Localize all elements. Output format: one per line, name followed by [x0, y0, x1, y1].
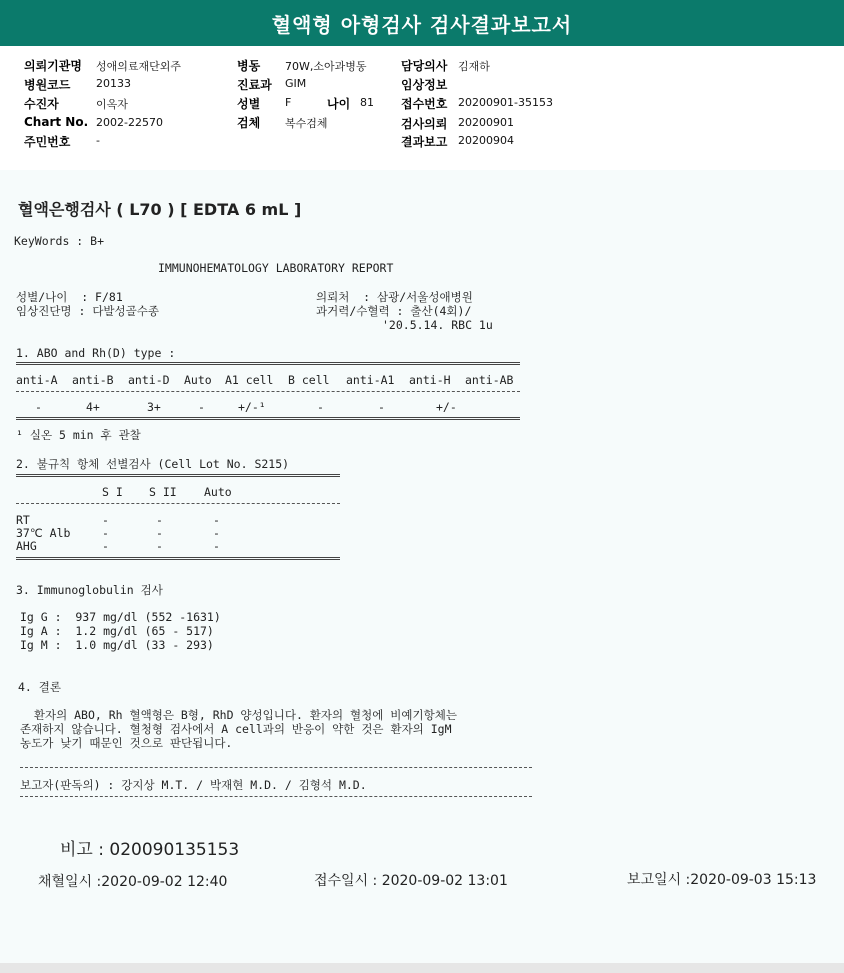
ig-g-row: Ig G : 937 mg/dl (552 -1631) — [20, 610, 221, 624]
antibody-value-cell: - — [213, 513, 220, 527]
info-value-resident-no: - — [96, 134, 100, 147]
info-label-request-date: 검사의뢰 — [401, 117, 448, 131]
antibody-value-cell: - — [156, 526, 163, 540]
abo-header-cell: anti-H — [409, 373, 451, 387]
info-value-ward: 70W,소아과병동 — [285, 60, 367, 73]
receipt-datetime: 접수일시 : 2020-09-02 13:01 — [314, 873, 508, 889]
antibody-value-cell: - — [156, 539, 163, 553]
report-title: 혈액형 아형검사 검사결과보고서 — [0, 0, 844, 46]
antibody-value-cell: - — [102, 539, 109, 553]
info-label-ward: 병동 — [237, 59, 261, 73]
info-label-hospital-code: 병원코드 — [24, 78, 71, 92]
abo-header-cell: anti-A1 — [346, 373, 395, 387]
abo-value-cell: 3+ — [147, 400, 161, 414]
antibody-value-cell: - — [102, 513, 109, 527]
abo-header-cell: Auto — [184, 373, 212, 387]
info-value-patient-name: 이옥자 — [96, 98, 128, 111]
info-value-requesting-institution: 성애의료재단외주 — [96, 60, 182, 73]
info-label-chart-no: Chart No. — [24, 115, 89, 129]
info-value-sex: F — [285, 96, 292, 109]
antibody-value-cell: - — [156, 513, 163, 527]
section-immunoglobulin-title: 3. Immunoglobulin 검사 — [16, 583, 163, 597]
info-value-chart-no: 2002-22570 — [96, 116, 163, 129]
conclusion-line: 환자의 ABO, Rh 혈액형은 B형, RhD 양성입니다. 환자의 혈청에 비예기항체는 — [20, 708, 457, 722]
divider — [16, 557, 340, 560]
info-value-report-date: 20200904 — [458, 134, 514, 147]
info-label-age: 나이 — [327, 97, 351, 111]
reporters-line: 보고자(판독의) : 강지상 M.T. / 박재현 M.D. / 김형석 M.D. — [20, 778, 367, 792]
divider — [20, 767, 532, 768]
info-value-specimen: 복수검체 — [285, 117, 328, 130]
abo-header-cell: anti-AB — [465, 373, 514, 387]
info-label-clinical-info: 임상정보 — [401, 78, 448, 92]
report-datetime: 보고일시 :2020-09-03 15:13 — [627, 872, 817, 888]
patient-sex-age: 성별/나이 : F/81 — [16, 290, 123, 304]
conclusion-line: 존재하지 않습니다. 혈청형 검사에서 A cell과의 반응이 약한 것은 환자의 IgM — [20, 722, 452, 736]
info-label-sex: 성별 — [237, 97, 261, 111]
lab-report-document — [0, 170, 844, 963]
info-label-patient-name: 수진자 — [24, 97, 59, 111]
abo-header-cell: anti-A — [16, 373, 58, 387]
patient-history-cont: '20.5.14. RBC 1u — [382, 318, 493, 332]
patient-diagnosis: 임상진단명 : 다발성골수종 — [16, 304, 159, 318]
section-conclusion-title: 4. 결론 — [18, 680, 61, 694]
report-section-header: 혈액은행검사 ( L70 ) [ EDTA 6 mL ] — [18, 200, 302, 219]
antibody-header-cell: S II — [149, 485, 177, 499]
antibody-row-label: RT — [16, 513, 30, 527]
abo-header-cell: A1 cell — [225, 373, 274, 387]
info-label-requesting-institution: 의뢰기관명 — [24, 59, 82, 73]
antibody-header-cell: S I — [102, 485, 123, 499]
antibody-value-cell: - — [102, 526, 109, 540]
ig-a-row: Ig A : 1.2 mg/dl (65 - 517) — [20, 624, 214, 638]
collection-datetime: 채혈일시 :2020-09-02 12:40 — [38, 874, 228, 890]
abo-value-cell: +/- — [436, 400, 457, 414]
abo-header-cell: anti-D — [128, 373, 170, 387]
info-value-hospital-code: 20133 — [96, 77, 131, 90]
section-antibody-title: 2. 불규칙 항체 선별검사 (Cell Lot No. S215) — [16, 457, 290, 471]
info-label-accession-no: 접수번호 — [401, 97, 448, 111]
keywords-line: KeyWords : B+ — [14, 234, 105, 248]
abo-header-cell: anti-B — [72, 373, 114, 387]
antibody-value-cell: - — [213, 526, 220, 540]
lab-report-title: IMMUNOHEMATOLOGY LABORATORY REPORT — [158, 261, 394, 275]
divider — [20, 796, 532, 797]
info-value-department: GIM — [285, 77, 307, 90]
abo-value-cell: - — [198, 400, 205, 414]
patient-info-panel — [0, 48, 844, 168]
info-label-doctor: 담당의사 — [401, 59, 448, 73]
divider — [16, 391, 520, 392]
divider — [16, 417, 520, 420]
abo-header-cell: B cell — [288, 373, 330, 387]
bottom-strip — [0, 963, 844, 973]
info-value-accession-no: 20200901-35153 — [458, 96, 553, 109]
abo-value-cell: 4+ — [86, 400, 100, 414]
patient-history: 과거력/수혈력 : 출산(4회)/ — [316, 304, 472, 318]
info-label-specimen: 검체 — [237, 116, 261, 130]
info-value-doctor: 김재하 — [458, 60, 490, 73]
abo-value-cell: - — [317, 400, 324, 414]
ig-m-row: Ig M : 1.0 mg/dl (33 - 293) — [20, 638, 214, 652]
divider — [16, 503, 340, 504]
remark-line: 비고 : 020090135153 — [60, 840, 240, 860]
antibody-row-label: AHG — [16, 539, 37, 553]
section-abo-title: 1. ABO and Rh(D) type : — [16, 346, 176, 360]
abo-value-cell: +/-¹ — [238, 400, 266, 414]
abo-value-cell: - — [378, 400, 385, 414]
info-value-request-date: 20200901 — [458, 116, 514, 129]
divider — [16, 474, 340, 477]
divider — [16, 362, 520, 365]
antibody-header-cell: Auto — [204, 485, 232, 499]
conclusion-line: 농도가 낮기 때문인 것으로 판단됩니다. — [20, 736, 233, 750]
info-label-report-date: 결과보고 — [401, 135, 448, 149]
antibody-value-cell: - — [213, 539, 220, 553]
info-value-age: 81 — [360, 96, 374, 109]
abo-footnote: ¹ 실온 5 min 후 관찰 — [16, 428, 141, 442]
antibody-row-label: 37℃ Alb — [16, 526, 71, 540]
info-label-resident-no: 주민번호 — [24, 135, 71, 149]
info-label-department: 진료과 — [237, 78, 272, 92]
patient-referrer: 의뢰처 : 삼광/서울성애병원 — [316, 290, 473, 304]
abo-value-cell: - — [35, 400, 42, 414]
